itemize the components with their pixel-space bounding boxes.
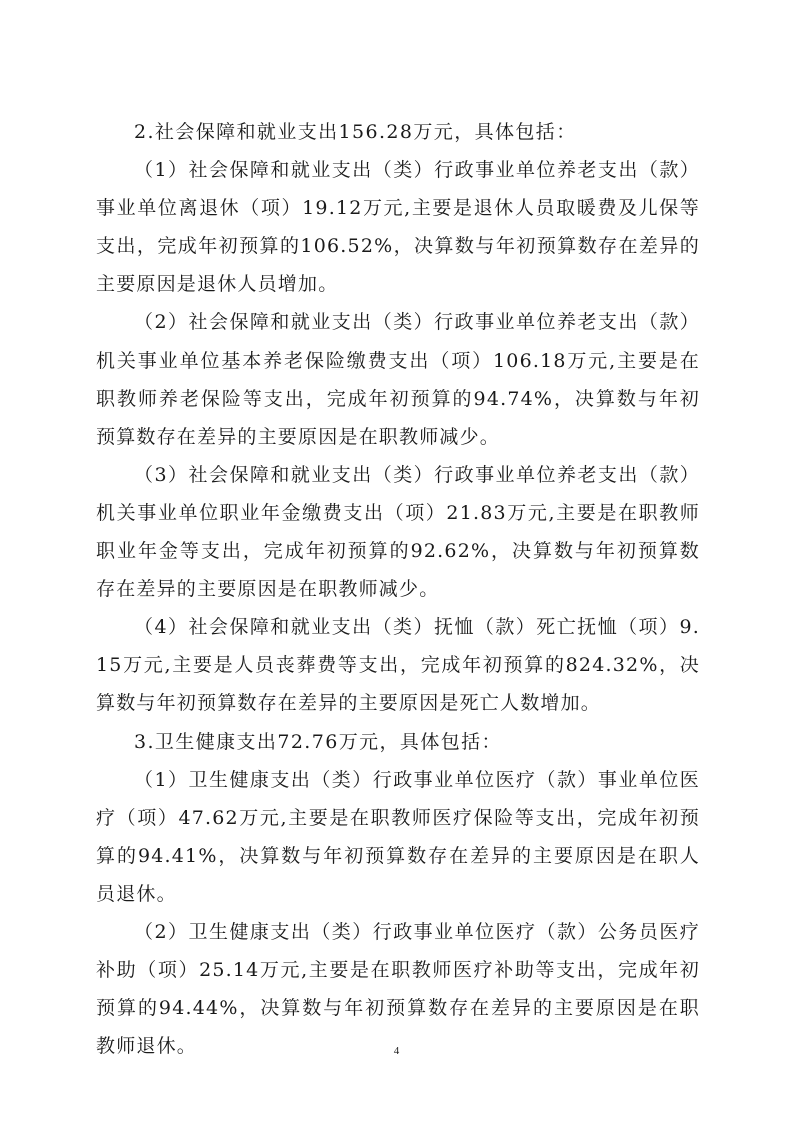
paragraph-item-retirement: （1）社会保障和就业支出（类）行政事业单位养老支出（款）事业单位离退休（项）19.12万元,主要是退休人员取暖费及儿保等支出，完成年初预算的106.52%，决算数与年初预算数存在差异的主要原因是退休人员增加。 bbox=[96, 159, 700, 296]
paragraph-item-death-benefit: （4）社会保障和就业支出（类）抚恤（款）死亡抚恤（项）9.15万元,主要是人员丧葬费等支出，完成年初预算的824.32%，决算数与年初预算数存在差异的主要原因是死亡人数增加。 bbox=[96, 616, 700, 715]
paragraph-item-pension-insurance: （2）社会保障和就业支出（类）行政事业单位养老支出（款）机关事业单位基本养老保险缴费支出（项）106.18万元,主要是在职教师养老保险等支出，完成年初预算的94.74%，决算数与年初预算数存在差异的主要原因是在职教师减少。 bbox=[96, 311, 700, 448]
section-heading-health: 3.卫生健康支出72.76万元，具体包括： bbox=[134, 730, 502, 753]
page-number: 4 bbox=[393, 1045, 400, 1057]
paragraph-item-occupational-annuity: （3）社会保障和就业支出（类）行政事业单位养老支出（款）机关事业单位职业年金缴费支出（项）21.83万元,主要是在职教师职业年金等支出，完成年初预算的92.62%，决算数与年初预算数存在差异的主要原因是在职教师减少。 bbox=[96, 463, 700, 601]
document-body bbox=[96, 113, 700, 1065]
paragraph-item-medical-subsidy: （2）卫生健康支出（类）行政事业单位医疗（款）公务员医疗补助（项）25.14万元,主要是在职教师医疗补助等支出，完成年初预算的94.44%，决算数与年初预算数存在差异的主要原因是在职教师退休。 bbox=[96, 920, 700, 1058]
paragraph-item-medical-insurance: （1）卫生健康支出（类）行政事业单位医疗（款）事业单位医疗（项）47.62万元,主要是在职教师医疗保险等支出，完成年初预算的94.41%，决算数与年初预算数存在差异的主要原因是在职人员退休。 bbox=[96, 768, 700, 905]
section-heading-social-security: 2.社会保障和就业支出156.28万元，具体包括： bbox=[134, 121, 577, 143]
